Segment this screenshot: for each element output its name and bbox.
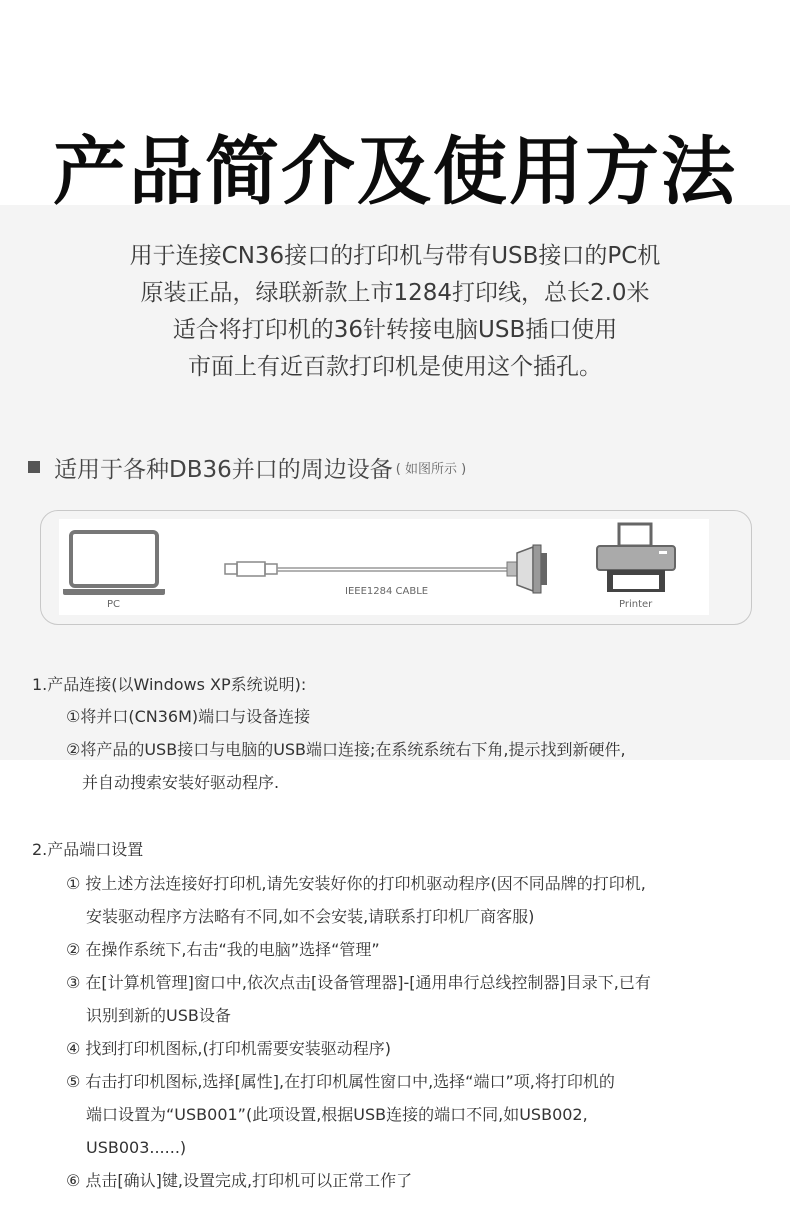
- intro-text: [0, 238, 790, 386]
- diagram-canvas: [59, 519, 709, 615]
- part2-step: ① 按上述方法连接好打印机,请先安装好你的打印机驱动程序(因不同品牌的打印机,: [66, 874, 646, 893]
- printer-label: Printer: [619, 599, 653, 610]
- db36-connector-icon: [507, 545, 547, 593]
- intro-line: 市面上有近百款打印机是使用这个插孔。: [188, 354, 602, 380]
- part2-step-continued: 识别到新的USB设备: [86, 1006, 231, 1025]
- page-title: 产品简介及使用方法: [53, 129, 737, 215]
- section-heading-note: ( 如图所示 ): [395, 461, 467, 477]
- cable-label: IEEE1284 CABLE: [345, 586, 429, 597]
- part2-step: ② 在操作系统下,右击“我的电脑”选择“管理”: [66, 940, 380, 959]
- part1-heading: 1.产品连接(以Windows XP系统说明):: [32, 675, 307, 694]
- part2-step: ⑥ 点击[确认]键,设置完成,打印机可以正常工作了: [66, 1171, 413, 1190]
- part2-step: ④ 找到打印机图标,(打印机需要安装驱动程序): [66, 1039, 392, 1058]
- part2-step: ⑤ 右击打印机图标,选择[属性],在打印机属性窗口中,选择“端口”项,将打印机的: [66, 1072, 615, 1091]
- part2-step-continued: USB003......): [86, 1138, 187, 1157]
- part1-step: ②将产品的USB接口与电脑的USB端口连接;在系统系统右下角,提示找到新硬件,: [66, 740, 626, 759]
- section-heading: [28, 450, 466, 484]
- part2-step-continued: 端口设置为“USB001”(此项设置,根据USB连接的端口不同,如USB002,: [86, 1105, 588, 1124]
- part2-step-continued: 安装驱动程序方法略有不同,如不会安装,请联系打印机厂商客服): [86, 907, 535, 926]
- diagram-graphics: [59, 519, 709, 615]
- part2-step: ③ 在[计算机管理]窗口中,依次点击[设备管理器]-[通用串行总线控制器]目录下,已有: [66, 973, 651, 992]
- part1-step-continued: 并自动搜索安装好驱动程序.: [82, 773, 280, 792]
- intro-line: 原装正品，绿联新款上市1284打印线，总长2.0米: [140, 280, 650, 306]
- cable-line: [277, 568, 507, 571]
- usb-plug-icon: [225, 562, 277, 576]
- printer-icon: [597, 524, 675, 592]
- section-heading-text: 适用于各种DB36并口的周边设备: [54, 456, 393, 483]
- part2-heading: 2.产品端口设置: [32, 840, 144, 859]
- intro-line: 适合将打印机的36针转接电脑USB插口使用: [172, 317, 618, 343]
- connection-diagram: [40, 510, 752, 625]
- laptop-icon: [63, 532, 165, 595]
- part1-step: ①将并口(CN36M)端口与设备连接: [66, 707, 311, 726]
- pc-label: PC: [107, 599, 121, 610]
- intro-line: 用于连接CN36接口的打印机与带有USB接口的PC机: [129, 243, 661, 269]
- square-bullet-icon: [28, 461, 40, 473]
